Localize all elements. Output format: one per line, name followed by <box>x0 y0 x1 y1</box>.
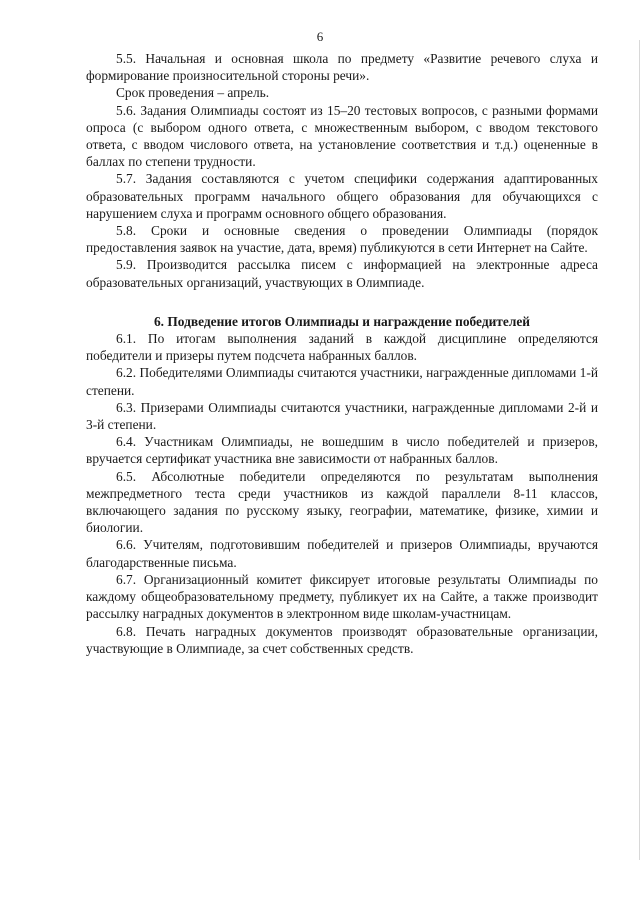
paragraph-5-5: 5.5. Начальная и основная школа по предмету «Развитие речевого слуха и формирование произносительной стороны речи». <box>86 51 598 84</box>
paragraph-6-7: 6.7. Организационный комитет фиксирует итоговые результаты Олимпиады по каждому общеобразовательному предмету, публикует их на Сайте, а также производит рассылку наградных документов в электронном виде школам-участницам. <box>86 571 598 622</box>
paragraph-6-3: 6.3. Призерами Олимпиады считаются участники, награжденные дипломами 2-й и 3-й степени. <box>86 399 598 433</box>
paragraph-6-6: 6.6. Учителям, подготовившим победителей и призеров Олимпиады, вручаются благодарственные письма. <box>86 537 598 570</box>
paragraph-5-7: 5.7. Задания составляются с учетом специфики содержания адаптированных образовательных программ начального общего образования для обучающихся с нарушением слуха и программ основного общего образования. <box>86 171 598 221</box>
section-6-heading: 6. Подведение итогов Олимпиады и награждение победителей <box>153 313 530 329</box>
paragraph-5-6: 5.6. Задания Олимпиады состоят из 15–20 тестовых вопросов, с разными формами опроса (с выбором одного ответа, с множественным выбором, с вводом текстового ответа, с вводом числового ответа, на установление соответствия и т.д.) оцененные в баллах по степени трудности. <box>86 102 598 170</box>
document-body <box>86 50 598 657</box>
page-number: 6 <box>316 29 324 44</box>
paragraph-6-1: 6.1. По итогам выполнения заданий в каждой дисциплине определяются победители и призеры путем подсчета набранных баллов. <box>86 331 598 364</box>
paragraph-6-8: 6.8. Печать наградных документов производят образовательные организации, участвующие в Олимпиаде, за счет собственных средств. <box>86 623 598 656</box>
paragraph-5-8: 5.8. Сроки и основные сведения о проведении Олимпиады (порядок предоставления заявок на участие, дата, время) публикуются в сети Интернет на Сайте. <box>86 223 598 256</box>
paragraph-6-2: 6.2. Победителями Олимпиады считаются участники, награжденные дипломами 1-й степени. <box>86 365 598 398</box>
paragraph-term: Срок проведения – апрель. <box>116 85 270 101</box>
paragraph-5-9: 5.9. Производится рассылка писем с информацией на электронные адреса образовательных организаций, участвующих в Олимпиаде. <box>86 257 598 290</box>
paragraph-6-4: 6.4. Участникам Олимпиады, не вошедшим в число победителей и призеров, вручается сертификат участника вне зависимости от набранных баллов. <box>86 434 598 467</box>
paragraph-6-5: 6.5. Абсолютные победители определяются по результатам выполнения межпредметного теста среди участников из каждой параллели 8-11 классов, включающего задания по русскому языку, географии, математике, физике, химии и биологии. <box>86 468 598 536</box>
